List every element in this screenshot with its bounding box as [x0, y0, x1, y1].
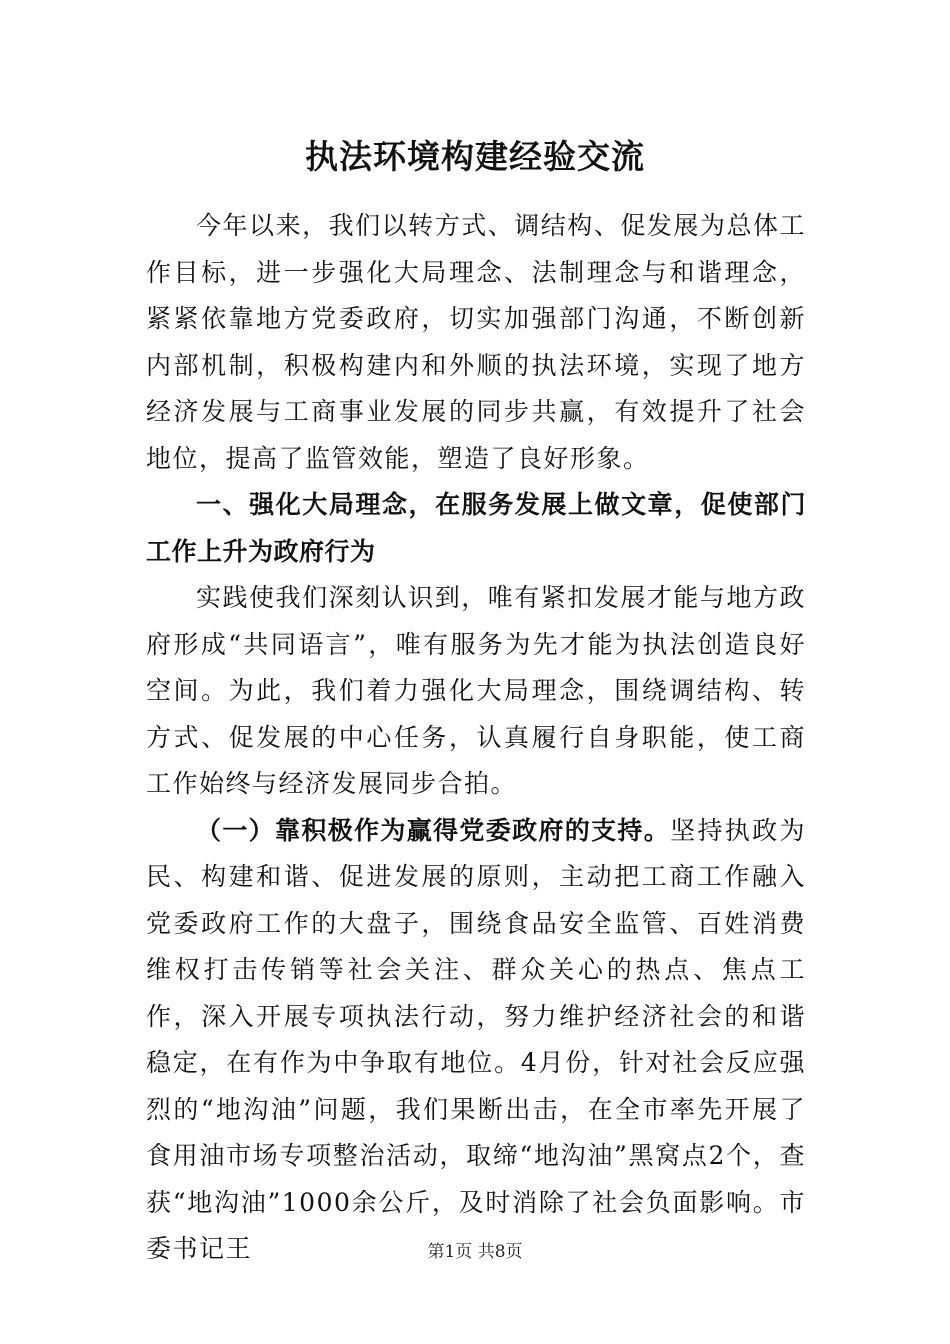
- subsection-1-text: 坚持执政为民、构建和谐、促进发展的原则，主动把工商工作融入党委政府工作的大盘子，围绕食品安全监管、百姓消费维权打击传销等社会关注、群众关心的热点、焦点工作，深入开展专项执法行动，努力维护经济社会的和谐稳定，在有作为中争取有地位。4月份，针对社会反应强烈的“地沟油”问题，我们果断出击，在全市率先开展了食用油市场专项整治活动，取缔“地沟油”黑窝点2个，查获“地沟油”1000余公斤，及时消除了社会负面影响。市委书记王: [146, 815, 806, 1263]
- document-body: [146, 203, 806, 1273]
- section-heading-1: [146, 482, 806, 575]
- section-1-paragraph-text: 实践使我们深刻认识到，唯有紧扣发展才能与地方政府形成“共同语言”，唯有服务为先才能为执法创造良好空间。为此，我们着力强化大局理念，围绕调结构、转方式、促发展的中心任务，认真履行自身职能，使工商工作始终与经济发展同步合拍。: [146, 583, 806, 798]
- section-1-paragraph: [146, 575, 806, 808]
- subsection-1-paragraph: [146, 808, 806, 1273]
- section-heading-1-text: 一、强化大局理念，在服务发展上做文章，促使部门工作上升为政府行为: [146, 490, 806, 566]
- intro-paragraph-text: 今年以来，我们以转方式、调结构、促发展为总体工作目标，进一步强化大局理念、法制理念与和谐理念，紧紧依靠地方党委政府，切实加强部门沟通，不断创新内部机制，积极构建内和外顺的执法环境，实现了地方经济发展与工商事业发展的同步共赢，有效提升了社会地位，提高了监管效能，塑造了良好形象。: [146, 211, 806, 473]
- page-footer: 第1页 共8页: [427, 1242, 523, 1262]
- intro-paragraph: [146, 203, 806, 482]
- subsection-1-lead: （一）靠积极作为赢得党委政府的支持。: [196, 815, 671, 845]
- document-title: 执法环境构建经验交流: [305, 137, 645, 176]
